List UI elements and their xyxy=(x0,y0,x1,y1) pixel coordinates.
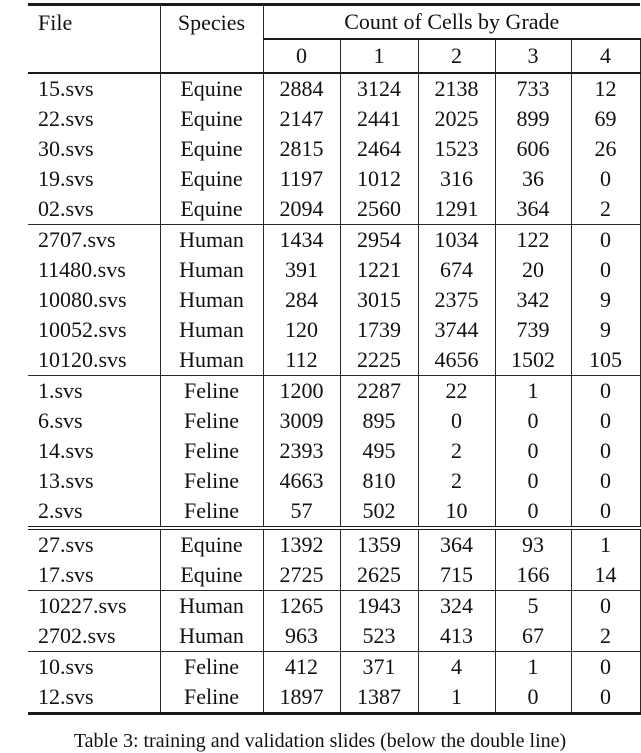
count-cell-grade-2: 1034 xyxy=(418,225,495,256)
count-cell-grade-4: 0 xyxy=(571,376,640,407)
file-cell: 17.svs xyxy=(38,562,94,587)
count-cell-grade-0: 2884 xyxy=(263,73,340,104)
column-header-grade-1: 1 xyxy=(340,39,418,73)
table-row xyxy=(28,255,640,285)
count-cell-grade-0: 2094 xyxy=(263,194,340,225)
table-row xyxy=(28,466,640,496)
count-cell-grade-2: 2375 xyxy=(418,285,495,315)
count-cell-grade-1: 495 xyxy=(340,436,418,466)
count-cell-grade-3: 342 xyxy=(495,285,571,315)
file-cell: 12.svs xyxy=(28,682,160,714)
column-header-grade-2: 2 xyxy=(418,39,495,73)
count-cell-grade-0: 391 xyxy=(263,255,340,285)
count-cell-grade-0: 112 xyxy=(263,345,340,376)
count-cell-grade-1: 2625 xyxy=(340,560,418,591)
count-cell-grade-4: 2 xyxy=(571,621,640,652)
table-row xyxy=(28,194,640,225)
species-cell: Equine xyxy=(160,134,263,164)
file-cell: 15.svs xyxy=(38,76,94,101)
count-cell-grade-1: 810 xyxy=(340,466,418,496)
count-cell-grade-3: 0 xyxy=(495,466,571,496)
count-cell-grade-2: 364 xyxy=(418,530,495,561)
count-cell-grade-1: 3124 xyxy=(340,73,418,104)
file-cell: 19.svs xyxy=(38,166,94,191)
file-cell: 22.svs xyxy=(38,106,94,131)
file-cell: 1.svs xyxy=(28,376,160,407)
count-cell-grade-2: 1 xyxy=(418,682,495,714)
count-cell-grade-2: 4656 xyxy=(418,345,495,376)
count-cell-grade-1: 895 xyxy=(340,406,418,436)
table-row xyxy=(28,530,640,561)
count-cell-grade-2: 715 xyxy=(418,560,495,591)
cell-count-table xyxy=(28,3,641,715)
count-cell-grade-1: 2287 xyxy=(340,376,418,407)
species-cell: Feline xyxy=(160,466,263,496)
count-cell-grade-2: 324 xyxy=(418,591,495,622)
count-cell-grade-3: 733 xyxy=(495,73,571,104)
count-cell-grade-2: 0 xyxy=(418,406,495,436)
count-cell-grade-0: 1200 xyxy=(263,376,340,407)
column-header-group: Count of Cells by Grade xyxy=(263,5,640,40)
species-cell: Human xyxy=(160,591,263,622)
count-cell-grade-3: 0 xyxy=(495,436,571,466)
count-cell-grade-2: 413 xyxy=(418,621,495,652)
count-cell-grade-1: 371 xyxy=(340,652,418,683)
count-cell-grade-3: 36 xyxy=(495,164,571,194)
table-row xyxy=(28,315,640,345)
count-cell-grade-0: 1197 xyxy=(263,164,340,194)
species-cell: Equine xyxy=(160,530,263,561)
table-row xyxy=(28,682,640,714)
file-cell: 11480.svs xyxy=(38,257,126,282)
column-header-file: File xyxy=(28,5,160,74)
count-cell-grade-4: 12 xyxy=(571,73,640,104)
count-cell-grade-3: 606 xyxy=(495,134,571,164)
species-cell: Equine xyxy=(160,194,263,225)
file-cell: 2707.svs xyxy=(28,225,160,256)
table-row xyxy=(28,621,640,652)
count-cell-grade-2: 2138 xyxy=(418,73,495,104)
count-cell-grade-3: 0 xyxy=(495,406,571,436)
file-cell: 27.svs xyxy=(38,532,94,557)
file-cell: 2702.svs xyxy=(38,623,116,648)
count-cell-grade-1: 2560 xyxy=(340,194,418,225)
file-cell: 14.svs xyxy=(38,438,94,463)
file-cell: 10.svs xyxy=(28,652,160,683)
column-header-grade-0: 0 xyxy=(263,39,340,73)
count-cell-grade-4: 0 xyxy=(571,406,640,436)
file-cell: 13.svs xyxy=(38,468,94,493)
file-cell: 6.svs xyxy=(38,408,83,433)
count-cell-grade-1: 2225 xyxy=(340,345,418,376)
count-cell-grade-0: 2147 xyxy=(263,104,340,134)
count-cell-grade-2: 4 xyxy=(418,652,495,683)
species-cell: Equine xyxy=(160,560,263,591)
table-row xyxy=(28,104,640,134)
count-cell-grade-3: 1 xyxy=(495,652,571,683)
count-cell-grade-4: 0 xyxy=(571,496,640,527)
species-cell: Human xyxy=(160,621,263,652)
count-cell-grade-4: 0 xyxy=(571,436,640,466)
table-row xyxy=(28,73,640,104)
count-cell-grade-4: 0 xyxy=(571,591,640,622)
count-cell-grade-2: 2 xyxy=(418,436,495,466)
count-cell-grade-3: 1502 xyxy=(495,345,571,376)
table-row xyxy=(28,225,640,256)
count-cell-grade-3: 166 xyxy=(495,560,571,591)
count-cell-grade-1: 1359 xyxy=(340,530,418,561)
table-row xyxy=(28,406,640,436)
count-cell-grade-4: 9 xyxy=(571,315,640,345)
count-cell-grade-4: 26 xyxy=(571,134,640,164)
column-header-species: Species xyxy=(160,5,263,74)
species-cell: Human xyxy=(160,315,263,345)
table-row xyxy=(28,345,640,376)
table-row xyxy=(28,285,640,315)
count-cell-grade-1: 3015 xyxy=(340,285,418,315)
count-cell-grade-4: 0 xyxy=(571,682,640,714)
count-cell-grade-0: 120 xyxy=(263,315,340,345)
file-cell: 10080.svs xyxy=(38,287,127,312)
count-cell-grade-4: 2 xyxy=(571,194,640,225)
count-cell-grade-3: 1 xyxy=(495,376,571,407)
species-cell: Feline xyxy=(160,682,263,714)
count-cell-grade-0: 2815 xyxy=(263,134,340,164)
count-cell-grade-2: 22 xyxy=(418,376,495,407)
count-cell-grade-1: 502 xyxy=(340,496,418,527)
count-cell-grade-4: 0 xyxy=(571,255,640,285)
file-cell: 2.svs xyxy=(38,498,83,523)
species-cell: Feline xyxy=(160,496,263,527)
count-cell-grade-3: 20 xyxy=(495,255,571,285)
count-cell-grade-1: 1943 xyxy=(340,591,418,622)
table-header xyxy=(28,5,640,74)
table-row xyxy=(28,376,640,407)
species-cell: Human xyxy=(160,255,263,285)
count-cell-grade-1: 2441 xyxy=(340,104,418,134)
count-cell-grade-1: 1387 xyxy=(340,682,418,714)
count-cell-grade-4: 0 xyxy=(571,652,640,683)
count-cell-grade-0: 1392 xyxy=(263,530,340,561)
count-cell-grade-0: 1265 xyxy=(263,591,340,622)
count-cell-grade-3: 739 xyxy=(495,315,571,345)
count-cell-grade-2: 674 xyxy=(418,255,495,285)
table-row xyxy=(28,591,640,622)
column-header-grade-4: 4 xyxy=(571,39,640,73)
species-cell: Equine xyxy=(160,104,263,134)
species-cell: Equine xyxy=(160,164,263,194)
table-body xyxy=(28,73,640,714)
table-row xyxy=(28,134,640,164)
count-cell-grade-2: 2025 xyxy=(418,104,495,134)
count-cell-grade-3: 899 xyxy=(495,104,571,134)
count-cell-grade-1: 1012 xyxy=(340,164,418,194)
count-cell-grade-4: 0 xyxy=(571,466,640,496)
table-row xyxy=(28,164,640,194)
count-cell-grade-0: 1897 xyxy=(263,682,340,714)
count-cell-grade-4: 1 xyxy=(571,530,640,561)
species-cell: Feline xyxy=(160,406,263,436)
count-cell-grade-1: 2954 xyxy=(340,225,418,256)
count-cell-grade-0: 1434 xyxy=(263,225,340,256)
table-row xyxy=(28,652,640,683)
count-cell-grade-0: 2393 xyxy=(263,436,340,466)
count-cell-grade-2: 1291 xyxy=(418,194,495,225)
species-cell: Human xyxy=(160,345,263,376)
count-cell-grade-3: 67 xyxy=(495,621,571,652)
count-cell-grade-3: 122 xyxy=(495,225,571,256)
count-cell-grade-3: 0 xyxy=(495,682,571,714)
species-cell: Human xyxy=(160,225,263,256)
count-cell-grade-2: 3744 xyxy=(418,315,495,345)
count-cell-grade-4: 0 xyxy=(571,225,640,256)
count-cell-grade-0: 2725 xyxy=(263,560,340,591)
count-cell-grade-4: 14 xyxy=(571,560,640,591)
count-cell-grade-2: 10 xyxy=(418,496,495,527)
count-cell-grade-0: 284 xyxy=(263,285,340,315)
count-cell-grade-3: 5 xyxy=(495,591,571,622)
table-caption: Table 3: training and validation slides (below the double line) xyxy=(73,730,567,752)
table-row xyxy=(28,436,640,466)
count-cell-grade-4: 9 xyxy=(571,285,640,315)
count-cell-grade-0: 3009 xyxy=(263,406,340,436)
table-row xyxy=(28,560,640,591)
count-cell-grade-0: 57 xyxy=(263,496,340,527)
species-cell: Feline xyxy=(160,652,263,683)
count-cell-grade-1: 2464 xyxy=(340,134,418,164)
count-cell-grade-4: 0 xyxy=(571,164,640,194)
column-header-grade-3: 3 xyxy=(495,39,571,73)
count-cell-grade-4: 69 xyxy=(571,104,640,134)
species-cell: Equine xyxy=(160,73,263,104)
count-cell-grade-4: 105 xyxy=(571,345,640,376)
count-cell-grade-0: 963 xyxy=(263,621,340,652)
count-cell-grade-2: 1523 xyxy=(418,134,495,164)
file-cell: 10120.svs xyxy=(38,347,127,372)
count-cell-grade-2: 316 xyxy=(418,164,495,194)
file-cell: 30.svs xyxy=(38,136,94,161)
table-row xyxy=(28,496,640,527)
file-cell: 10052.svs xyxy=(38,317,127,342)
species-cell: Feline xyxy=(160,436,263,466)
count-cell-grade-0: 412 xyxy=(263,652,340,683)
species-cell: Human xyxy=(160,285,263,315)
count-cell-grade-2: 2 xyxy=(418,466,495,496)
file-cell: 02.svs xyxy=(38,196,94,221)
file-cell: 10227.svs xyxy=(28,591,160,622)
count-cell-grade-1: 1221 xyxy=(340,255,418,285)
count-cell-grade-3: 0 xyxy=(495,496,571,527)
count-cell-grade-3: 93 xyxy=(495,530,571,561)
count-cell-grade-0: 4663 xyxy=(263,466,340,496)
species-cell: Feline xyxy=(160,376,263,407)
count-cell-grade-1: 523 xyxy=(340,621,418,652)
count-cell-grade-1: 1739 xyxy=(340,315,418,345)
count-cell-grade-3: 364 xyxy=(495,194,571,225)
